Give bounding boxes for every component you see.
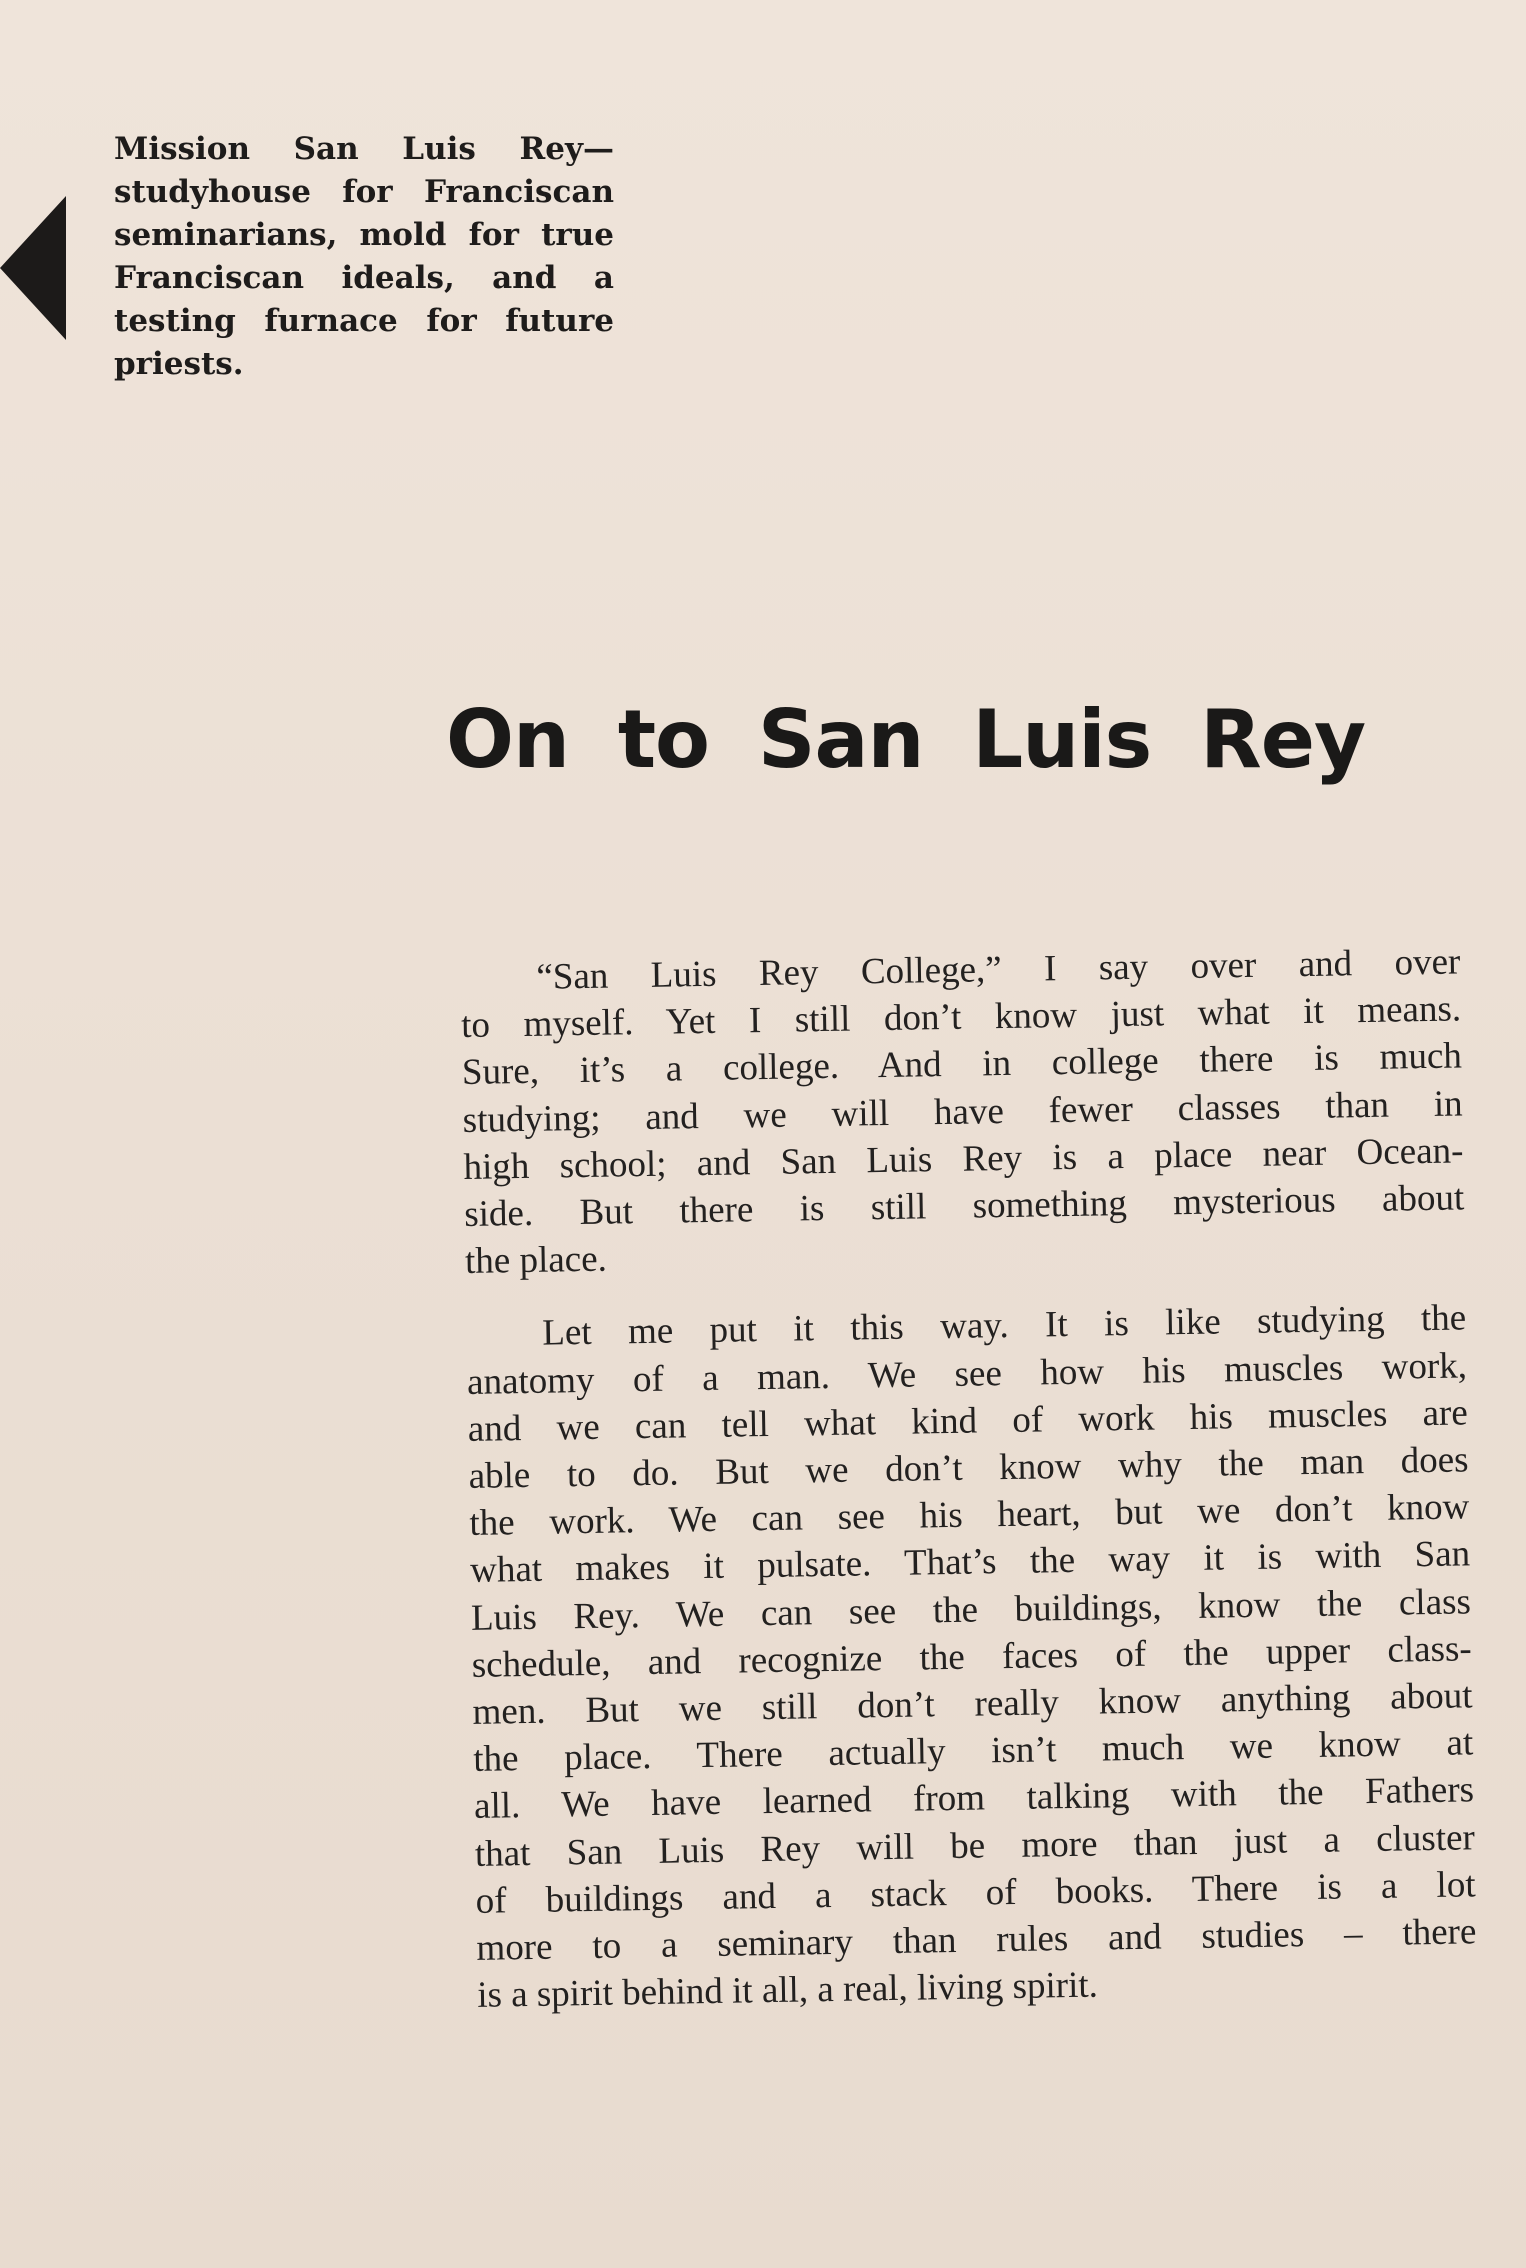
text-line: to myself. Yet I still don’t know just what it means. — [460, 988, 1462, 1047]
text-line: that San Luis Rey will be more than just a cluster — [474, 1816, 1476, 1875]
caption-line: studyhouse for Franciscan — [114, 174, 614, 210]
paragraph-2 — [466, 1295, 1478, 2020]
caption-line: Franciscan ideals, and a — [114, 260, 614, 296]
caption-line: Mission San Luis Rey— — [114, 131, 614, 167]
text-line: men. But we still don’t really know anything about — [472, 1675, 1473, 1733]
text-line: the place. — [464, 1238, 608, 1283]
caption-line: testing furnace for future — [114, 303, 614, 339]
text-line: is a spirit behind it all, a real, living spirit. — [476, 1964, 1099, 2017]
text-line: more to a seminary than rules and studies – there — [476, 1911, 1477, 1969]
text-line: Sure, it’s a college. And in college there is much — [461, 1035, 1463, 1094]
text-line: anatomy of a man. We see how his muscles work, — [466, 1344, 1468, 1403]
text-line: Let me put it this way. It is like studying the — [541, 1297, 1467, 1355]
text-line: the place. There actually isn’t much we know at — [473, 1722, 1474, 1781]
text-line: Luis Rey. We can see the buildings, know the class — [470, 1580, 1472, 1639]
caption-line: seminarians, mold for true — [114, 217, 614, 253]
text-line: side. But there is still something mysterious about — [463, 1177, 1465, 1235]
text-line: “San Luis Rey College,” I say over and over — [536, 941, 1461, 998]
caption-line: priests. — [114, 346, 244, 382]
text-line: schedule, and recognize the faces of the upper class- — [471, 1628, 1472, 1686]
chapter-title: On to San Luis Rey — [446, 693, 1366, 786]
text-line: what makes it pulsate. That’s the way it is with San — [469, 1533, 1471, 1592]
paragraph-1 — [460, 938, 1465, 1285]
photo-caption — [114, 128, 614, 386]
text-line: all. We have learned from talking with the Fathers — [473, 1769, 1475, 1828]
text-line: studying; and we will have fewer classes than in — [462, 1083, 1463, 1141]
text-line: the work. We can see his heart, but we don’t know — [469, 1486, 1470, 1545]
left-pointing-arrow-icon — [0, 196, 66, 340]
text-line: and we can tell what kind of work his muscles are — [467, 1392, 1469, 1450]
body-text — [460, 938, 1478, 2019]
text-line: able to do. But we don’t know why the man does — [468, 1439, 1469, 1497]
text-line: of buildings and a stack of books. There is a lot — [475, 1864, 1476, 1922]
text-line: high school; and San Luis Rey is a place near Ocean- — [463, 1130, 1464, 1188]
